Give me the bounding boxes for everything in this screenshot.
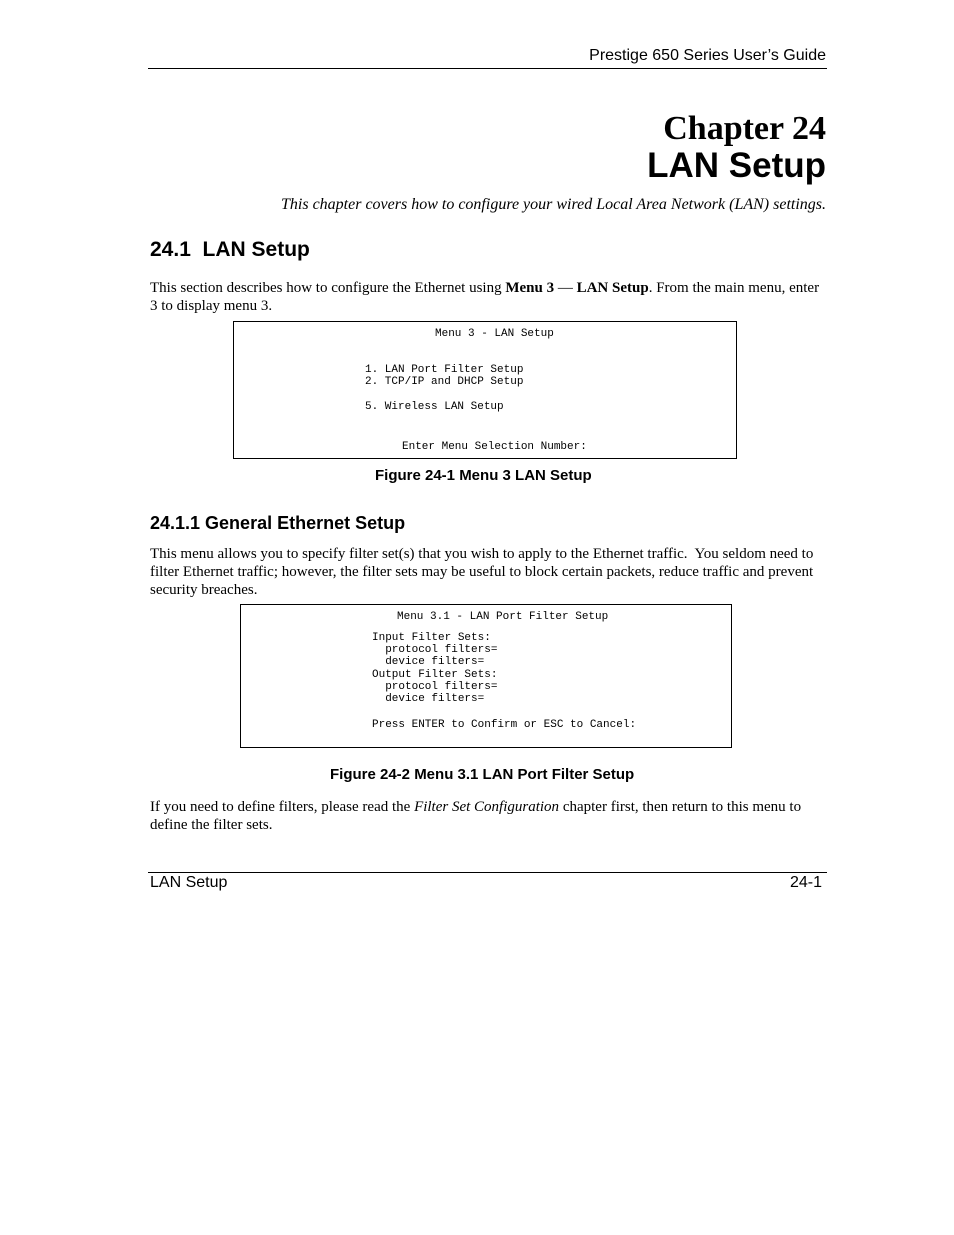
header-rule <box>148 68 827 69</box>
filter-line-4: Output Filter Sets: <box>372 669 498 681</box>
filter-line-1: Input Filter Sets: <box>372 632 491 644</box>
section-heading-24-1: 24.1 LAN Setup <box>150 238 310 261</box>
menu-ref: Menu 3 <box>505 280 555 296</box>
footer-section-name: LAN Setup <box>150 874 228 891</box>
filter-line-3: device filters= <box>372 656 485 668</box>
lan-setup-ref: LAN Setup <box>576 280 649 296</box>
section-heading-24-1-1: 24.1.1 General Ethernet Setup <box>150 513 406 533</box>
footer-page-number: 24-1 <box>789 874 822 891</box>
filter-line-5: protocol filters= <box>372 681 498 693</box>
menu-3-screen <box>233 321 737 459</box>
filter-line-6: device filters= <box>372 693 485 705</box>
footer-rule <box>148 872 827 873</box>
figure-caption-1: Figure 24-1 Menu 3 LAN Setup <box>375 467 592 484</box>
screen-title: Menu 3.1 - LAN Port Filter Setup <box>397 611 609 623</box>
para-text: This section describes how to configure the Ethernet using <box>150 280 506 296</box>
para-dash: — <box>554 280 577 296</box>
screen-title: Menu 3 - LAN Setup <box>435 328 554 340</box>
filter-line-2: protocol filters= <box>372 644 498 656</box>
running-header: Prestige 650 Series User’s Guide <box>589 47 826 64</box>
menu-3-1-screen <box>240 604 732 748</box>
para-text: chapter first, then return to this menu to define the filter sets. <box>150 799 802 833</box>
chapter-number: Chapter 24 <box>663 110 826 147</box>
menu-item-2: 2. TCP/IP and DHCP Setup <box>365 376 524 388</box>
chapter-reference: Filter Set Configuration <box>414 799 560 815</box>
menu-item-5: 5. Wireless LAN Setup <box>365 401 504 413</box>
figure-caption-2: Figure 24-2 Menu 3.1 LAN Port Filter Setup <box>330 766 635 783</box>
closing-paragraph <box>150 798 820 834</box>
para-text: . From the main menu, enter 3 to display menu 3. <box>150 280 820 314</box>
section-24-1-paragraph <box>150 279 820 315</box>
chapter-intro: This chapter covers how to configure your wired Local Area Network (LAN) settings. <box>281 196 826 213</box>
section-24-1-1-paragraph: This menu allows you to specify filter set(s) that you wish to apply to the Ethernet traffic. You seldom need to filter Ethernet traffic; however, the filter sets may be useful to block certain packets, reduce traffic and prevent security breaches. <box>150 546 818 598</box>
chapter-title: LAN Setup <box>647 146 826 185</box>
menu-item-1: 1. LAN Port Filter Setup <box>365 364 524 376</box>
screen-prompt: Press ENTER to Confirm or ESC to Cancel: <box>372 719 637 731</box>
para-text: If you need to define filters, please read the <box>150 799 415 815</box>
screen-prompt: Enter Menu Selection Number: <box>402 441 587 453</box>
